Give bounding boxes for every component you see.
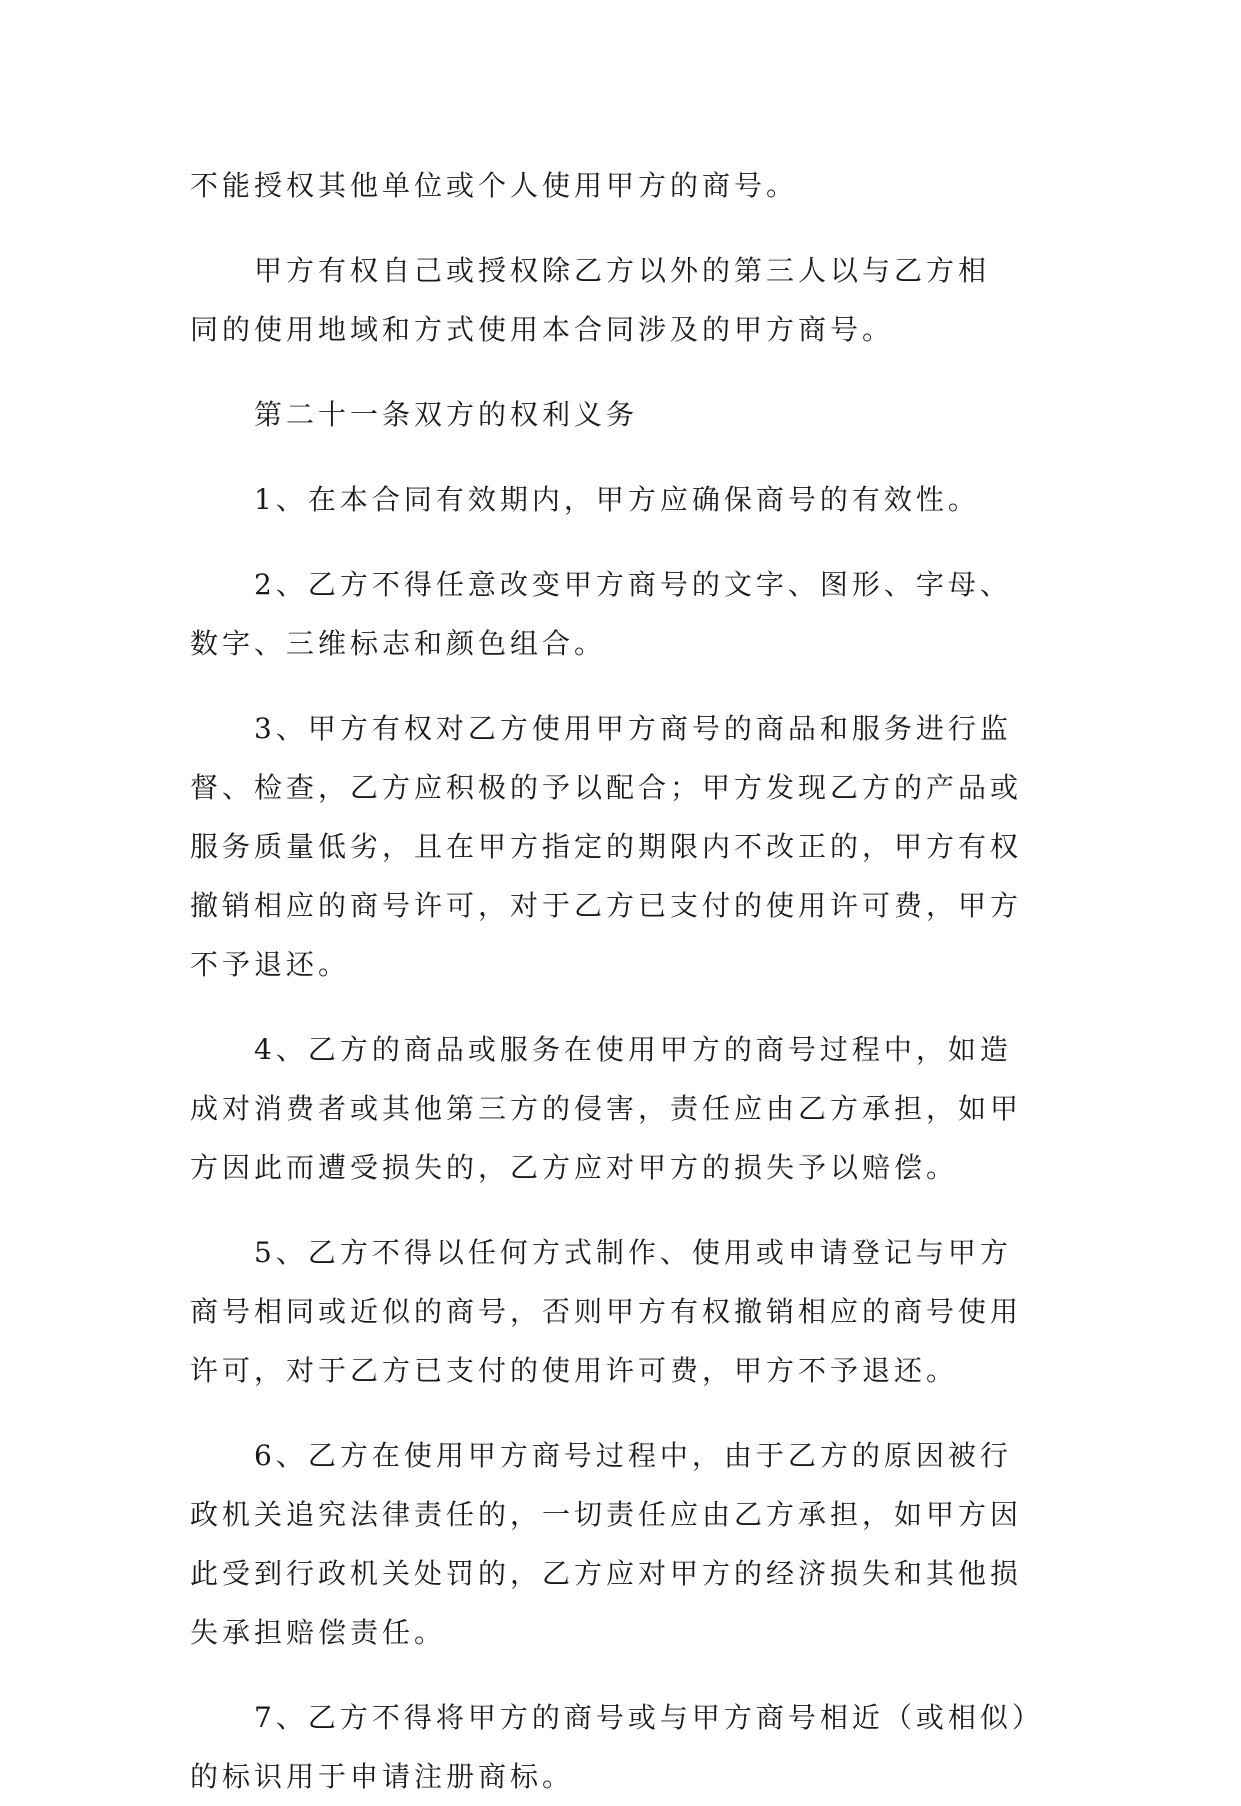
clause-4 — [190, 1020, 1056, 1197]
text-line: 督、检查，乙方应积极的予以配合；甲方发现乙方的产品或 — [190, 771, 1023, 804]
text-line: 2、乙方不得任意改变甲方商号的文字、图形、字母、 — [254, 568, 1012, 601]
clause-6 — [190, 1426, 1056, 1662]
text-line: 5、乙方不得以任何方式制作、使用或申请登记与甲方 — [254, 1236, 1012, 1269]
text-line: 1、在本合同有效期内，甲方应确保商号的有效性。 — [254, 483, 980, 516]
clause-2 — [190, 555, 1056, 673]
text-line: 6、乙方在使用甲方商号过程中，由于乙方的原因被行 — [254, 1439, 1012, 1472]
paragraph-third-party-use — [190, 241, 1056, 359]
text-line: 服务质量低劣，且在甲方指定的期限内不改正的，甲方有权 — [190, 830, 1023, 863]
text-line: 4、乙方的商品或服务在使用甲方的商号过程中，如造 — [254, 1033, 1012, 1066]
text-line: 成对消费者或其他第三方的侵害，责任应由乙方承担，如甲 — [190, 1092, 1023, 1125]
text-line: 商号相同或近似的商号，否则甲方有权撤销相应的商号使用 — [190, 1295, 1023, 1328]
clause-7 — [190, 1688, 1056, 1806]
text-line: 许可，对于乙方已支付的使用许可费，甲方不予退还。 — [190, 1354, 959, 1387]
text-line: 政机关追究法律责任的，一切责任应由乙方承担，如甲方因 — [190, 1498, 1023, 1531]
text-line: 不予退还。 — [190, 948, 351, 981]
text-line: 同的使用地域和方式使用本合同涉及的甲方商号。 — [190, 313, 895, 346]
text-line: 数字、三维标志和颜色组合。 — [190, 627, 607, 660]
text-line: 第二十一条双方的权利义务 — [254, 398, 639, 431]
clause-3 — [190, 699, 1056, 994]
text-line: 失承担赔偿责任。 — [190, 1616, 447, 1649]
clause-5 — [190, 1223, 1056, 1400]
text-line: 3、甲方有权对乙方使用甲方商号的商品和服务进行监 — [254, 712, 1012, 745]
document-body — [190, 156, 1056, 1806]
text-line: 的标识用于申请注册商标。 — [190, 1760, 575, 1793]
article-heading — [190, 385, 1056, 444]
text-line: 此受到行政机关处罚的，乙方应对甲方的经济损失和其他损 — [190, 1557, 1023, 1590]
clause-1 — [190, 470, 1056, 529]
text-line: 甲方有权自己或授权除乙方以外的第三人以与乙方相 — [254, 254, 991, 287]
text-line: 7、乙方不得将甲方的商号或与甲方商号相近（或相似） — [254, 1701, 1044, 1734]
text-line: 方因此而遭受损失的，乙方应对甲方的损失予以赔偿。 — [190, 1151, 959, 1184]
text-line: 不能授权其他单位或个人使用甲方的商号。 — [190, 169, 799, 202]
paragraph-continuation — [190, 156, 1056, 215]
text-line: 撤销相应的商号许可，对于乙方已支付的使用许可费，甲方 — [190, 889, 1023, 922]
